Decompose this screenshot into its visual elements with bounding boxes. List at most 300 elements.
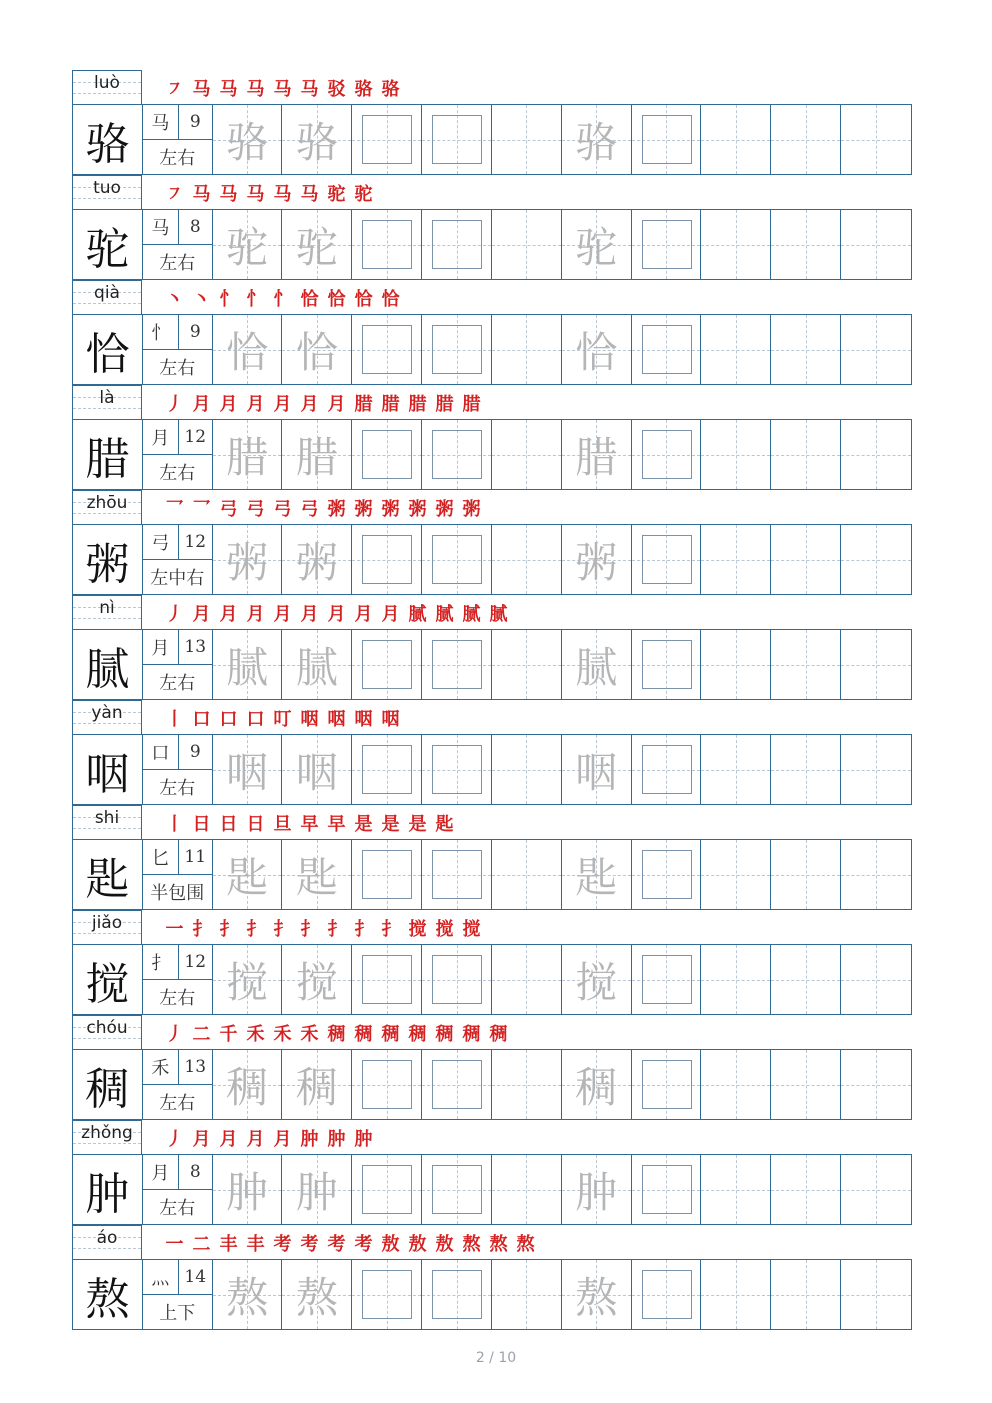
practice-cell bbox=[701, 1260, 771, 1329]
trace-character: 驼 bbox=[295, 222, 338, 272]
trace-character: 匙 bbox=[226, 852, 269, 902]
inner-square bbox=[642, 220, 692, 269]
stroke-step bbox=[299, 1128, 320, 1152]
trace-character: 肿 bbox=[226, 1167, 269, 1217]
stroke-order bbox=[164, 286, 401, 312]
trace-character: 咽 bbox=[295, 747, 338, 797]
trace-character: 熬 bbox=[226, 1272, 269, 1322]
stroke-step-glyph: 腊 bbox=[435, 394, 454, 415]
practice-cell bbox=[771, 105, 841, 174]
structure: 左右 bbox=[159, 253, 196, 274]
trace-cell bbox=[562, 840, 632, 909]
box-cell bbox=[632, 525, 702, 594]
trace-cell bbox=[562, 1260, 632, 1329]
stroke-step-glyph: 千 bbox=[219, 1024, 238, 1045]
practice-cell bbox=[771, 840, 841, 909]
character-info bbox=[143, 315, 213, 384]
stroke-step-glyph: 稠 bbox=[327, 1024, 346, 1045]
inner-square bbox=[362, 1165, 412, 1214]
stroke-count: 9 bbox=[189, 112, 201, 132]
stroke-step-glyph: 禾 bbox=[273, 1024, 292, 1045]
trace-cell bbox=[562, 315, 632, 384]
inner-square bbox=[362, 1060, 412, 1109]
pinyin-box bbox=[72, 280, 142, 314]
stroke-step-glyph: 熬 bbox=[489, 1234, 508, 1255]
pinyin-box bbox=[72, 1225, 142, 1259]
structure: 左右 bbox=[159, 673, 196, 694]
stroke-step bbox=[191, 288, 212, 312]
stroke-step bbox=[461, 1233, 482, 1257]
stroke-step bbox=[164, 498, 185, 522]
stroke-step bbox=[299, 78, 320, 102]
model-character: 咽 bbox=[73, 735, 143, 804]
stroke-order bbox=[164, 1021, 509, 1047]
trace-cell bbox=[282, 1260, 352, 1329]
character-entry bbox=[72, 1225, 912, 1330]
stroke-step bbox=[164, 1233, 185, 1257]
stroke-step-glyph: 熬 bbox=[516, 1234, 535, 1255]
box-cell bbox=[632, 315, 702, 384]
stroke-step bbox=[461, 393, 482, 417]
practice-cell bbox=[841, 105, 911, 174]
trace-character: 搅 bbox=[295, 957, 338, 1007]
practice-cell bbox=[771, 630, 841, 699]
stroke-step-glyph: 扌 bbox=[354, 919, 373, 940]
character-entry bbox=[72, 1120, 912, 1225]
stroke-step bbox=[326, 603, 347, 627]
trace-cell bbox=[562, 735, 632, 804]
stroke-order bbox=[164, 76, 401, 102]
stroke-step-glyph: 熬 bbox=[462, 1234, 481, 1255]
stroke-step bbox=[353, 1128, 374, 1152]
trace-character: 咽 bbox=[575, 747, 618, 797]
stroke-step-glyph: ㇇ bbox=[165, 79, 184, 100]
stroke-step bbox=[245, 78, 266, 102]
stroke-step bbox=[353, 498, 374, 522]
trace-character: 粥 bbox=[226, 537, 269, 587]
stroke-step-glyph: 稠 bbox=[381, 1024, 400, 1045]
inner-square bbox=[642, 1165, 692, 1214]
character-info bbox=[143, 630, 213, 699]
box-cell bbox=[422, 105, 492, 174]
stroke-step bbox=[191, 603, 212, 627]
stroke-step bbox=[326, 1128, 347, 1152]
stroke-step bbox=[191, 1233, 212, 1257]
stroke-step bbox=[272, 1128, 293, 1152]
stroke-step bbox=[326, 288, 347, 312]
practice-cell bbox=[701, 1155, 771, 1224]
structure: 左右 bbox=[159, 1093, 196, 1114]
box-cell bbox=[422, 630, 492, 699]
stroke-order bbox=[164, 601, 509, 627]
practice-cell bbox=[701, 210, 771, 279]
structure: 左中右 bbox=[150, 568, 205, 589]
stroke-step-glyph: 腻 bbox=[489, 604, 508, 625]
character-info bbox=[143, 210, 213, 279]
stroke-step bbox=[272, 78, 293, 102]
stroke-step-glyph: 马 bbox=[273, 79, 292, 100]
trace-character: 腊 bbox=[226, 432, 269, 482]
stroke-step-glyph: 马 bbox=[300, 79, 319, 100]
stroke-step-glyph: 恰 bbox=[354, 289, 373, 310]
box-cell bbox=[632, 105, 702, 174]
stroke-step bbox=[380, 393, 401, 417]
box-cell bbox=[632, 630, 702, 699]
pinyin-label: yàn bbox=[91, 703, 123, 723]
structure: 左右 bbox=[159, 358, 196, 379]
inner-square bbox=[362, 115, 412, 164]
stroke-step bbox=[326, 1023, 347, 1047]
trace-character: 稠 bbox=[226, 1062, 269, 1112]
trace-character: 粥 bbox=[575, 537, 618, 587]
model-character: 腻 bbox=[73, 630, 143, 699]
writing-row bbox=[72, 104, 912, 175]
stroke-step bbox=[407, 1233, 428, 1257]
stroke-step-glyph: 粥 bbox=[327, 499, 346, 520]
pinyin-box bbox=[72, 595, 142, 629]
stroke-step bbox=[299, 918, 320, 942]
stroke-step bbox=[218, 708, 239, 732]
stroke-step bbox=[380, 78, 401, 102]
stroke-step-glyph: 忄 bbox=[219, 289, 238, 310]
pinyin-box bbox=[72, 700, 142, 734]
stroke-step-glyph: 月 bbox=[219, 604, 238, 625]
stroke-order bbox=[164, 181, 374, 207]
stroke-step bbox=[299, 183, 320, 207]
structure: 左右 bbox=[159, 148, 196, 169]
stroke-step-glyph: 粥 bbox=[408, 499, 427, 520]
practice-cell bbox=[841, 1260, 911, 1329]
stroke-step bbox=[164, 708, 185, 732]
stroke-step bbox=[299, 288, 320, 312]
trace-cell bbox=[213, 1050, 283, 1119]
box-cell bbox=[632, 1260, 702, 1329]
stroke-step bbox=[272, 183, 293, 207]
stroke-step bbox=[353, 603, 374, 627]
stroke-step bbox=[380, 813, 401, 837]
practice-cell bbox=[771, 1155, 841, 1224]
stroke-step bbox=[299, 813, 320, 837]
stroke-step-glyph: 马 bbox=[219, 184, 238, 205]
stroke-step-glyph: 驳 bbox=[327, 79, 346, 100]
stroke-step-glyph: 月 bbox=[327, 604, 346, 625]
stroke-count: 12 bbox=[184, 532, 207, 552]
stroke-step bbox=[380, 1023, 401, 1047]
writing-row bbox=[72, 419, 912, 490]
stroke-step-glyph: 敖 bbox=[435, 1234, 454, 1255]
stroke-step-glyph: 稠 bbox=[435, 1024, 454, 1045]
radical: 马 bbox=[143, 105, 179, 139]
trace-cell bbox=[562, 630, 632, 699]
stroke-count: 8 bbox=[189, 1162, 201, 1182]
stroke-step bbox=[488, 1233, 509, 1257]
practice-cell bbox=[701, 315, 771, 384]
stroke-step-glyph: 月 bbox=[192, 604, 211, 625]
stroke-step-glyph: 稠 bbox=[489, 1024, 508, 1045]
stroke-step bbox=[272, 813, 293, 837]
inner-square bbox=[362, 430, 412, 479]
pinyin-label: áo bbox=[96, 1228, 118, 1248]
stroke-step-glyph: 扌 bbox=[381, 919, 400, 940]
stroke-step bbox=[245, 918, 266, 942]
practice-cell bbox=[701, 735, 771, 804]
stroke-step-glyph: 叮 bbox=[273, 709, 292, 730]
stroke-step-glyph: 禾 bbox=[246, 1024, 265, 1045]
practice-cell bbox=[701, 1050, 771, 1119]
page-number: 2 / 10 bbox=[475, 1350, 517, 1366]
practice-cell bbox=[771, 945, 841, 1014]
stroke-order bbox=[164, 916, 482, 942]
box-cell bbox=[352, 105, 422, 174]
box-cell bbox=[352, 1155, 422, 1224]
stroke-step bbox=[245, 183, 266, 207]
stroke-step-glyph: 月 bbox=[273, 604, 292, 625]
trace-cell bbox=[282, 210, 352, 279]
stroke-count: 14 bbox=[184, 1267, 207, 1287]
writing-row bbox=[72, 209, 912, 280]
model-character: 腊 bbox=[73, 420, 143, 489]
structure: 左右 bbox=[159, 988, 196, 1009]
stroke-step-glyph: 咽 bbox=[381, 709, 400, 730]
radical: 禾 bbox=[143, 1050, 179, 1084]
trace-character: 腻 bbox=[226, 642, 269, 692]
character-info bbox=[143, 945, 213, 1014]
practice-cell bbox=[771, 210, 841, 279]
trace-cell bbox=[562, 105, 632, 174]
trace-character: 熬 bbox=[575, 1272, 618, 1322]
trace-cell bbox=[213, 525, 283, 594]
stroke-step bbox=[191, 78, 212, 102]
stroke-step-glyph: 扌 bbox=[327, 919, 346, 940]
stroke-step bbox=[164, 183, 185, 207]
practice-cell bbox=[492, 840, 562, 909]
practice-cell bbox=[841, 630, 911, 699]
character-entry bbox=[72, 280, 912, 385]
model-character: 骆 bbox=[73, 105, 143, 174]
writing-row bbox=[72, 1259, 912, 1330]
writing-row bbox=[72, 734, 912, 805]
trace-character: 匙 bbox=[575, 852, 618, 902]
stroke-step bbox=[353, 813, 374, 837]
stroke-step-glyph: 咽 bbox=[300, 709, 319, 730]
inner-square bbox=[642, 430, 692, 479]
stroke-step-glyph: 旦 bbox=[273, 814, 292, 835]
stroke-step bbox=[245, 1128, 266, 1152]
stroke-count: 12 bbox=[184, 427, 207, 447]
box-cell bbox=[632, 420, 702, 489]
inner-square bbox=[362, 850, 412, 899]
stroke-step bbox=[272, 1023, 293, 1047]
inner-square bbox=[642, 745, 692, 794]
stroke-step-glyph: 搅 bbox=[435, 919, 454, 940]
stroke-step bbox=[488, 603, 509, 627]
stroke-step-glyph: 腊 bbox=[381, 394, 400, 415]
trace-character: 腊 bbox=[575, 432, 618, 482]
stroke-step bbox=[218, 1233, 239, 1257]
stroke-step bbox=[353, 1023, 374, 1047]
stroke-step-glyph: 匙 bbox=[435, 814, 454, 835]
character-entry bbox=[72, 700, 912, 805]
stroke-count: 12 bbox=[184, 952, 207, 972]
model-character: 粥 bbox=[73, 525, 143, 594]
practice-cell bbox=[701, 525, 771, 594]
stroke-step bbox=[272, 393, 293, 417]
character-entry bbox=[72, 490, 912, 595]
stroke-step-glyph: 骆 bbox=[354, 79, 373, 100]
stroke-step-glyph: 扌 bbox=[300, 919, 319, 940]
stroke-step-glyph: 粥 bbox=[354, 499, 373, 520]
box-cell bbox=[352, 840, 422, 909]
radical: 弓 bbox=[143, 525, 179, 559]
box-cell bbox=[352, 315, 422, 384]
stroke-step bbox=[272, 603, 293, 627]
stroke-step bbox=[434, 1023, 455, 1047]
character-entry bbox=[72, 175, 912, 280]
trace-character: 腻 bbox=[295, 642, 338, 692]
practice-cell bbox=[701, 945, 771, 1014]
inner-square bbox=[432, 535, 482, 584]
trace-cell bbox=[282, 105, 352, 174]
radical: 灬 bbox=[143, 1260, 179, 1294]
stroke-step-glyph: 恰 bbox=[327, 289, 346, 310]
character-info bbox=[143, 735, 213, 804]
inner-square bbox=[362, 325, 412, 374]
stroke-step bbox=[353, 393, 374, 417]
pinyin-label: chóu bbox=[86, 1018, 128, 1038]
stroke-step bbox=[461, 918, 482, 942]
stroke-step-glyph: 搅 bbox=[462, 919, 481, 940]
structure: 左右 bbox=[159, 1198, 196, 1219]
practice-cell bbox=[841, 840, 911, 909]
character-info bbox=[143, 105, 213, 174]
character-entry bbox=[72, 385, 912, 490]
stroke-step-glyph: 腊 bbox=[462, 394, 481, 415]
practice-cell bbox=[841, 945, 911, 1014]
character-entry bbox=[72, 910, 912, 1015]
stroke-step-glyph: 乛 bbox=[192, 499, 211, 520]
practice-cell bbox=[701, 420, 771, 489]
stroke-step bbox=[407, 1023, 428, 1047]
practice-cell bbox=[492, 1155, 562, 1224]
stroke-step-glyph: 马 bbox=[246, 184, 265, 205]
trace-character: 恰 bbox=[575, 327, 618, 377]
stroke-step bbox=[245, 708, 266, 732]
stroke-step-glyph: 腻 bbox=[435, 604, 454, 625]
inner-square bbox=[642, 115, 692, 164]
practice-cell bbox=[771, 1260, 841, 1329]
radical: 忄 bbox=[143, 315, 179, 349]
pinyin-label: qià bbox=[94, 283, 120, 303]
stroke-step bbox=[407, 393, 428, 417]
trace-cell bbox=[213, 735, 283, 804]
trace-cell bbox=[213, 420, 283, 489]
stroke-step bbox=[218, 78, 239, 102]
stroke-step-glyph: 二 bbox=[192, 1024, 211, 1045]
trace-character: 搅 bbox=[226, 957, 269, 1007]
box-cell bbox=[352, 525, 422, 594]
stroke-step-glyph: 月 bbox=[381, 604, 400, 625]
stroke-step-glyph: 月 bbox=[192, 394, 211, 415]
stroke-order bbox=[164, 1126, 374, 1152]
stroke-step-glyph: 丿 bbox=[165, 604, 184, 625]
stroke-step-glyph: 日 bbox=[219, 814, 238, 835]
character-entry bbox=[72, 805, 912, 910]
stroke-step-glyph: 肿 bbox=[300, 1129, 319, 1150]
stroke-step bbox=[326, 393, 347, 417]
stroke-count: 13 bbox=[184, 1057, 207, 1077]
model-character: 稠 bbox=[73, 1050, 143, 1119]
stroke-step-glyph: 考 bbox=[354, 1234, 373, 1255]
trace-character: 稠 bbox=[295, 1062, 338, 1112]
stroke-step-glyph: 月 bbox=[273, 394, 292, 415]
model-character: 匙 bbox=[73, 840, 143, 909]
inner-square bbox=[432, 640, 482, 689]
stroke-count: 8 bbox=[189, 217, 201, 237]
stroke-step-glyph: 骆 bbox=[381, 79, 400, 100]
radical: 月 bbox=[143, 1155, 179, 1189]
stroke-step bbox=[380, 1233, 401, 1257]
stroke-step bbox=[353, 708, 374, 732]
inner-square bbox=[642, 850, 692, 899]
trace-cell bbox=[213, 315, 283, 384]
structure: 上下 bbox=[159, 1303, 196, 1324]
trace-character: 骆 bbox=[295, 117, 338, 167]
trace-cell bbox=[282, 315, 352, 384]
stroke-step bbox=[461, 498, 482, 522]
box-cell bbox=[422, 1050, 492, 1119]
stroke-step bbox=[299, 708, 320, 732]
stroke-step bbox=[164, 288, 185, 312]
inner-square bbox=[432, 745, 482, 794]
character-info bbox=[143, 1155, 213, 1224]
stroke-step-glyph: 丰 bbox=[219, 1234, 238, 1255]
pinyin-box bbox=[72, 1120, 142, 1154]
stroke-step bbox=[245, 1023, 266, 1047]
practice-cell bbox=[771, 420, 841, 489]
practice-cell bbox=[841, 1050, 911, 1119]
box-cell bbox=[422, 315, 492, 384]
stroke-step-glyph: 早 bbox=[300, 814, 319, 835]
stroke-step-glyph: 腻 bbox=[462, 604, 481, 625]
trace-cell bbox=[213, 840, 283, 909]
inner-square bbox=[362, 1270, 412, 1319]
stroke-step bbox=[488, 1023, 509, 1047]
stroke-step-glyph: 驼 bbox=[327, 184, 346, 205]
stroke-step-glyph: 一 bbox=[165, 919, 184, 940]
inner-square bbox=[432, 220, 482, 269]
stroke-step bbox=[245, 813, 266, 837]
pinyin-box bbox=[72, 910, 142, 944]
stroke-step bbox=[299, 1023, 320, 1047]
stroke-step bbox=[218, 1128, 239, 1152]
stroke-step bbox=[461, 603, 482, 627]
stroke-step bbox=[245, 288, 266, 312]
stroke-step-glyph: 丨 bbox=[165, 709, 184, 730]
trace-cell bbox=[562, 210, 632, 279]
stroke-step-glyph: 乛 bbox=[165, 499, 184, 520]
stroke-step bbox=[272, 498, 293, 522]
practice-cell bbox=[771, 525, 841, 594]
stroke-order bbox=[164, 391, 482, 417]
box-cell bbox=[422, 840, 492, 909]
stroke-step-glyph: 一 bbox=[165, 1234, 184, 1255]
inner-square bbox=[432, 850, 482, 899]
trace-character: 咽 bbox=[226, 747, 269, 797]
stroke-step-glyph: 是 bbox=[408, 814, 427, 835]
trace-cell bbox=[213, 630, 283, 699]
stroke-step bbox=[353, 1233, 374, 1257]
stroke-step bbox=[218, 288, 239, 312]
